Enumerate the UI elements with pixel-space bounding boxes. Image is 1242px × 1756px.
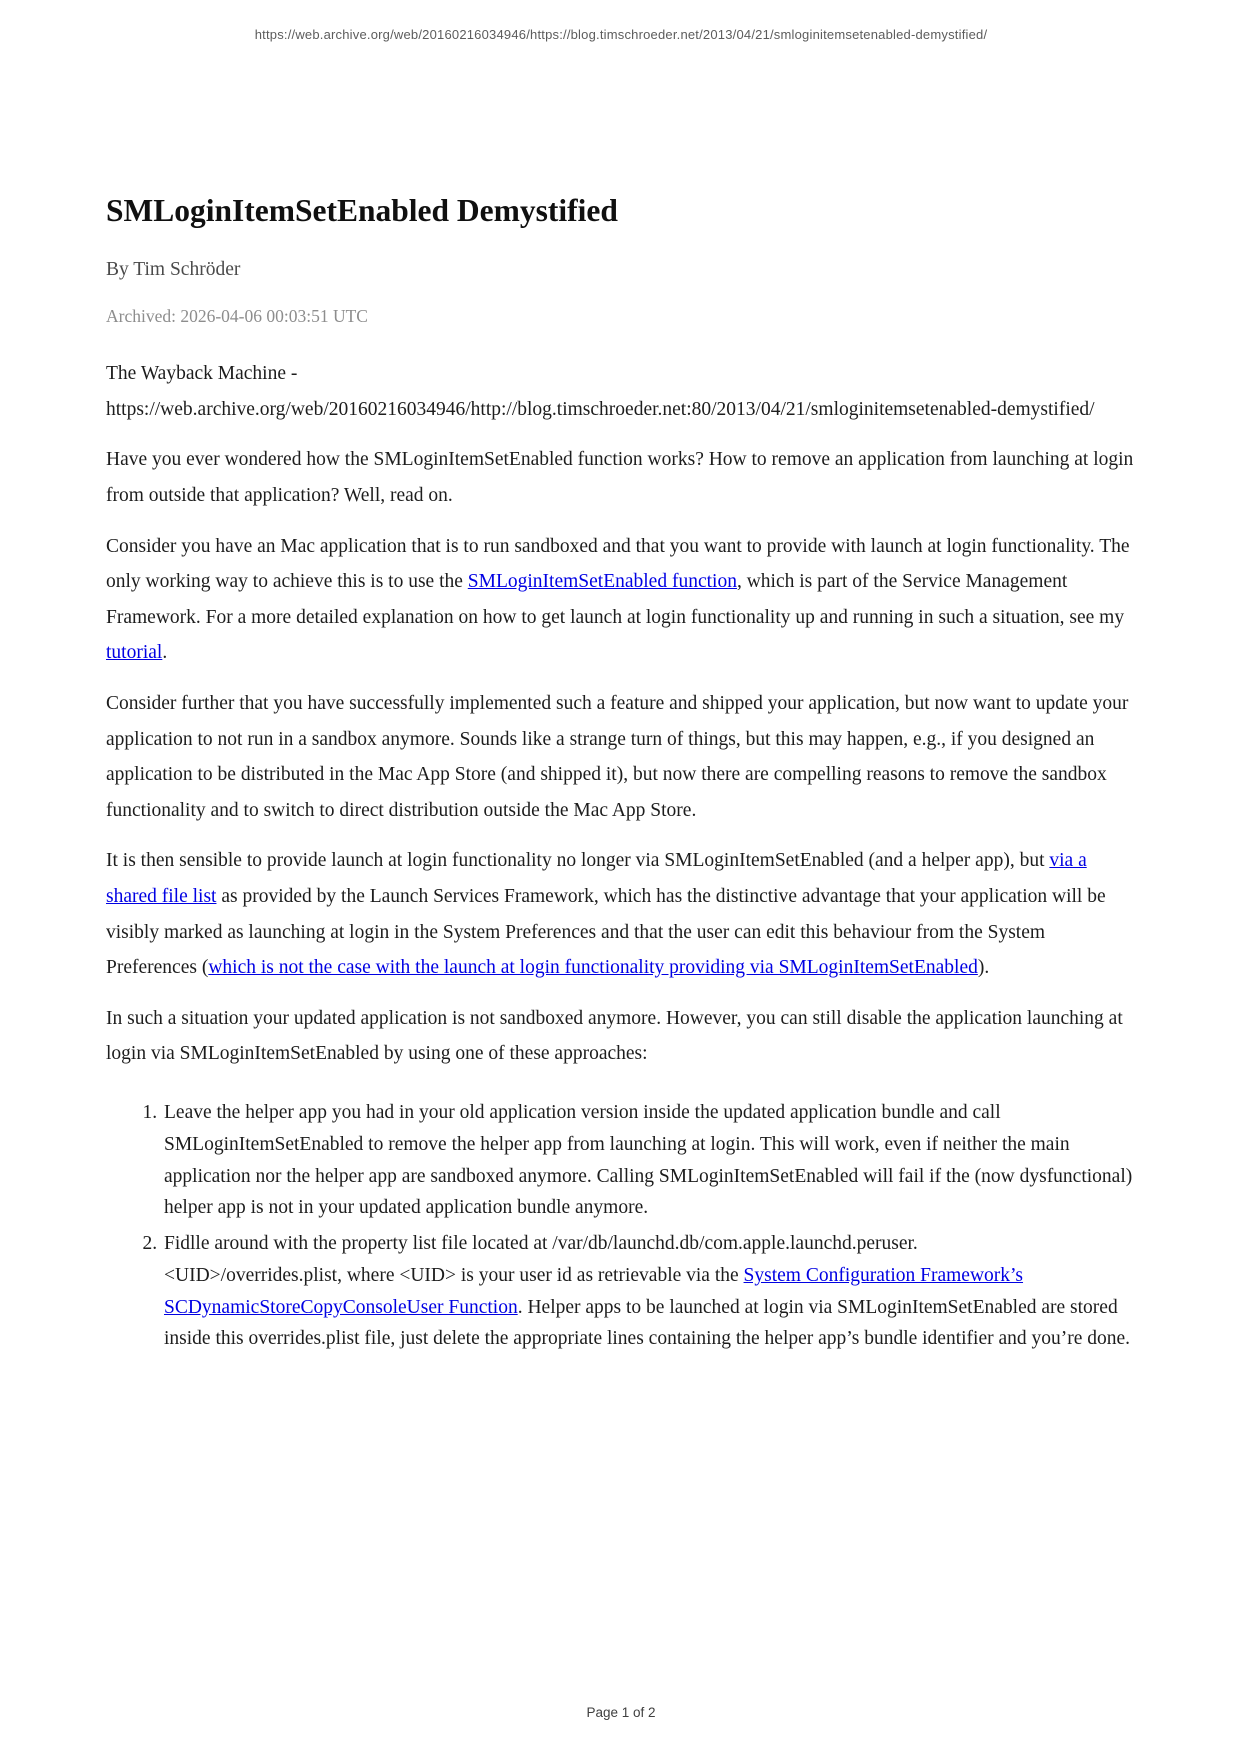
archived-timestamp: Archived: 2026-04-06 00:03:51 UTC bbox=[106, 306, 368, 327]
paragraph-consider bbox=[106, 529, 1137, 671]
link-shared-file-list[interactable]: via a shared file list bbox=[106, 850, 1087, 907]
paragraph-sensible bbox=[106, 843, 1137, 985]
text-segment: <UID>/overrides.plist, where <UID> is your user id as retrievable via the bbox=[164, 1264, 744, 1286]
text-segment: Consider you have an Mac application that is to run sandboxed and that you want to provide with launch at login functionality. The only working way to achieve this is to use the bbox=[106, 535, 1130, 593]
text-segment: It is then sensible to provide launch at login functionality no longer via SMLoginItemSetEnabled (and a helper app), but bbox=[106, 850, 1050, 872]
link-launch-login-note[interactable]: which is not the case with the launch at login functionality providing via SMLoginItemSetEnabled bbox=[208, 957, 978, 979]
print-header-url: https://web.archive.org/web/20160216034946/https://blog.timschroeder.net/2013/04/21/smloginitemsetenabled-demystified/ bbox=[254, 27, 988, 42]
paragraph-intro: Have you ever wondered how the SMLoginItemSetEnabled function works? How to remove an application from launching at login from outside that application? Well, read on. bbox=[106, 449, 1134, 506]
text-segment: , which is part of the Service Management Framework. For a more detailed explanation on how to get launch at login functionality up and running in such a situation, see my bbox=[106, 571, 1125, 628]
paragraph-situation: In such a situation your updated application is not sandboxed anymore. However, you can still disable the application launching at login via SMLoginItemSetEnabled by using one of these approaches: bbox=[106, 1007, 1123, 1065]
link-smloginitemsetenabled-function[interactable]: SMLoginItemSetEnabled function bbox=[467, 571, 737, 593]
page-title: SMLoginItemSetEnabled Demystified bbox=[106, 193, 618, 228]
text-segment: Fidlle around with the property list file located at /var/db/launchd.db/com.apple.launchd.peruser. bbox=[164, 1233, 918, 1255]
text-segment: . bbox=[162, 642, 168, 664]
page-number-footer: Page 1 of 2 bbox=[586, 1705, 656, 1720]
text-segment: . Helper apps to be launched at login via SMLoginItemSetEnabled are stored inside this overrides.plist file, just delete the appropriate lines containing the helper app’s bundle identifier and you’re done. bbox=[164, 1296, 1131, 1350]
text-segment: as provided by the Launch Services Framework, which has the distinctive advantage that your application will be visibly marked as launching at login in the System Preferences and that the user can edit this behaviour from the System Preferences ( bbox=[106, 885, 1106, 979]
link-system-configuration-framework[interactable]: System Configuration Framework’s bbox=[743, 1264, 1024, 1286]
approaches-list bbox=[106, 1097, 1137, 1355]
link-scdynamicstorecopyconsoleuser[interactable]: SCDynamicStoreCopyConsoleUser Function bbox=[164, 1296, 518, 1318]
list-item-1: 1. Leave the helper app you had in your old application version inside the updated application bundle and call SMLoginItemSetEnabled to remove the helper app from launching at login. This will work, even if neither the main application nor the helper app are sandboxed anymore. Calling SMLoginItemSetEnabled will fail if the (now dysfunctional) helper app is not in your updated application bundle anymore. bbox=[162, 1097, 1137, 1224]
text-segment: ). bbox=[977, 957, 990, 979]
paragraph-wayback-note: The Wayback Machine - https://web.archive.org/web/20160216034946/http://blog.timschroeder.net:80/2013/04/21/smloginitemsetenabled-demystified/ bbox=[106, 363, 1095, 420]
link-tutorial[interactable]: tutorial bbox=[106, 642, 163, 664]
list-item-2 bbox=[162, 1228, 1137, 1355]
article bbox=[106, 0, 1137, 1359]
paragraph-further: Consider further that you have successfully implemented such a feature and shipped your application, but now want to update your application to not run in a sandbox anymore. Sounds like a strange turn of things, but this may happen, e.g., if you designed an application to be distributed in the Mac App Store (and shipped it), but now there are compelling reasons to remove the sandbox functionality and to switch to direct distribution outside the Mac App Store. bbox=[106, 692, 1129, 821]
byline: By Tim Schröder bbox=[106, 259, 241, 281]
